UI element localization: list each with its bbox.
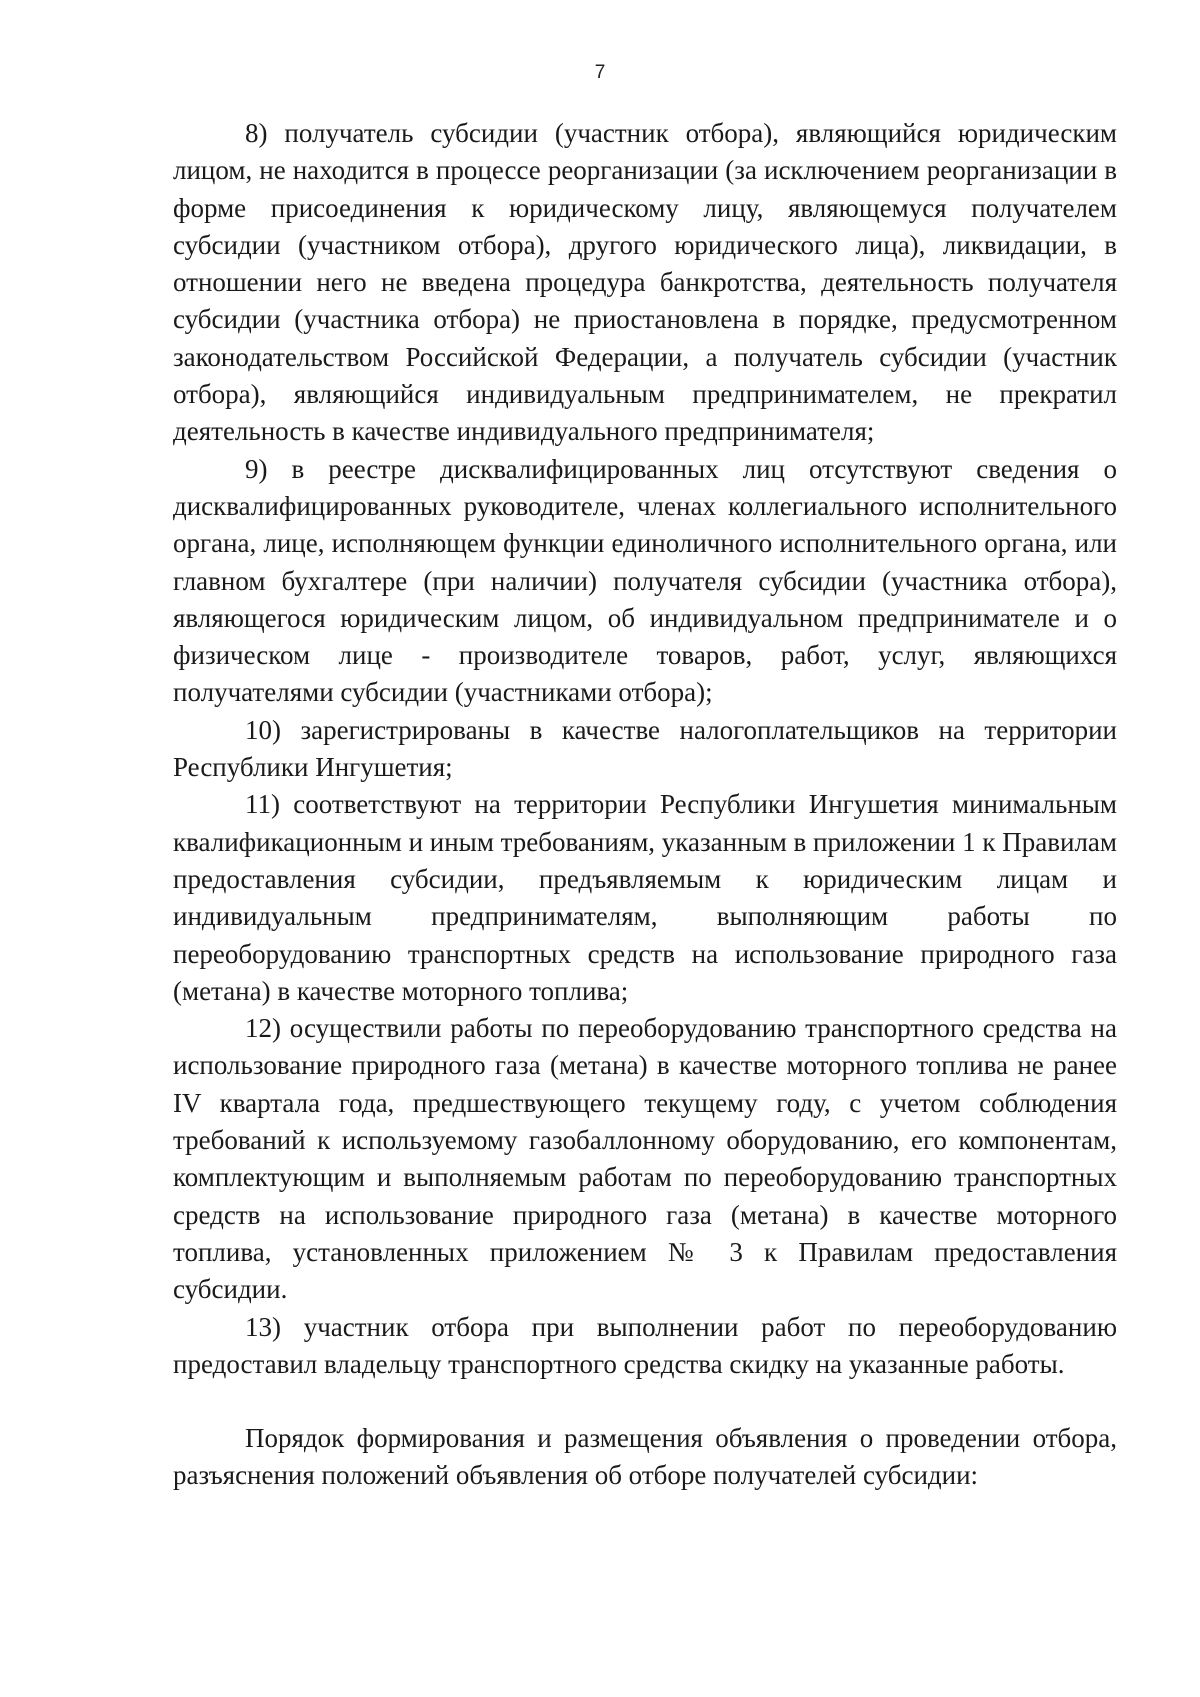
- paragraph-item-12: 12) осуществили работы по переоборудованию транспортного средства на использование природного газа (метана) в качестве моторного топлива не ранее IV квартала года, предшествующего текущему году, с учетом соблюдения требований к используемому газобаллонному оборудованию, его компонентам, комплектующим и выполняемым работам по переоборудованию транспортных средств на использование природного газа (метана) в качестве моторного топлива, установленных приложением № 3 к Правилам предоставления субсидии.: [173, 1013, 1117, 1305]
- paragraph-item-11: 11) соответствуют на территории Республики Ингушетия минимальным квалификационным и иным требованиям, указанным в приложении 1 к Правилам предоставления субсидии, предъявляемым к юридическим лицам и индивидуальным предпринимателям, выполняющим работы по переоборудованию транспортных средств на использование природного газа (метана) в качестве моторного топлива;: [173, 789, 1117, 1006]
- page-number: 7: [594, 62, 606, 83]
- document-body: [173, 115, 1117, 1495]
- paragraph-item-9: 9) в реестре дисквалифицированных лиц отсутствуют сведения о дисквалифицированных руководителе, членах коллегиального исполнительного органа, лице, исполняющем функции единоличного исполнительного органа, или главном бухгалтере (при наличии) получателя субсидии (участника отбора), являющегося юридическим лицом, об индивидуальном предпринимателе и о физическом лице - производителе товаров, работ, услуг, являющихся получателями субсидии (участниками отбора);: [173, 453, 1117, 708]
- section-heading: Порядок формирования и размещения объявления о проведении отбора, разъяснения положений объявления об отборе получателей субсидии:: [173, 1423, 1117, 1491]
- paragraph-item-8: 8) получатель субсидии (участник отбора), являющийся юридическим лицом, не находится в процессе реорганизации (за исключением реорганизации в форме присоединения к юридическому лицу, являющемуся получателем субсидии (участником отбора), другого юридического лица), ликвидации, в отношении него не введена процедура банкротства, деятельность получателя субсидии (участника отбора) не приостановлена в порядке, предусмотренном законодательством Российской Федерации, а получатель субсидии (участник отбора), являющийся индивидуальным предпринимателем, не прекратил деятельность в качестве индивидуального предпринимателя;: [173, 118, 1117, 447]
- paragraph-item-10: 10) зарегистрированы в качестве налогоплательщиков на территории Республики Ингушетия;: [173, 714, 1117, 783]
- paragraph-item-13: 13) участник отбора при выполнении работ по переоборудованию предоставил владельцу транспортного средства скидку на указанные работы.: [173, 1311, 1117, 1379]
